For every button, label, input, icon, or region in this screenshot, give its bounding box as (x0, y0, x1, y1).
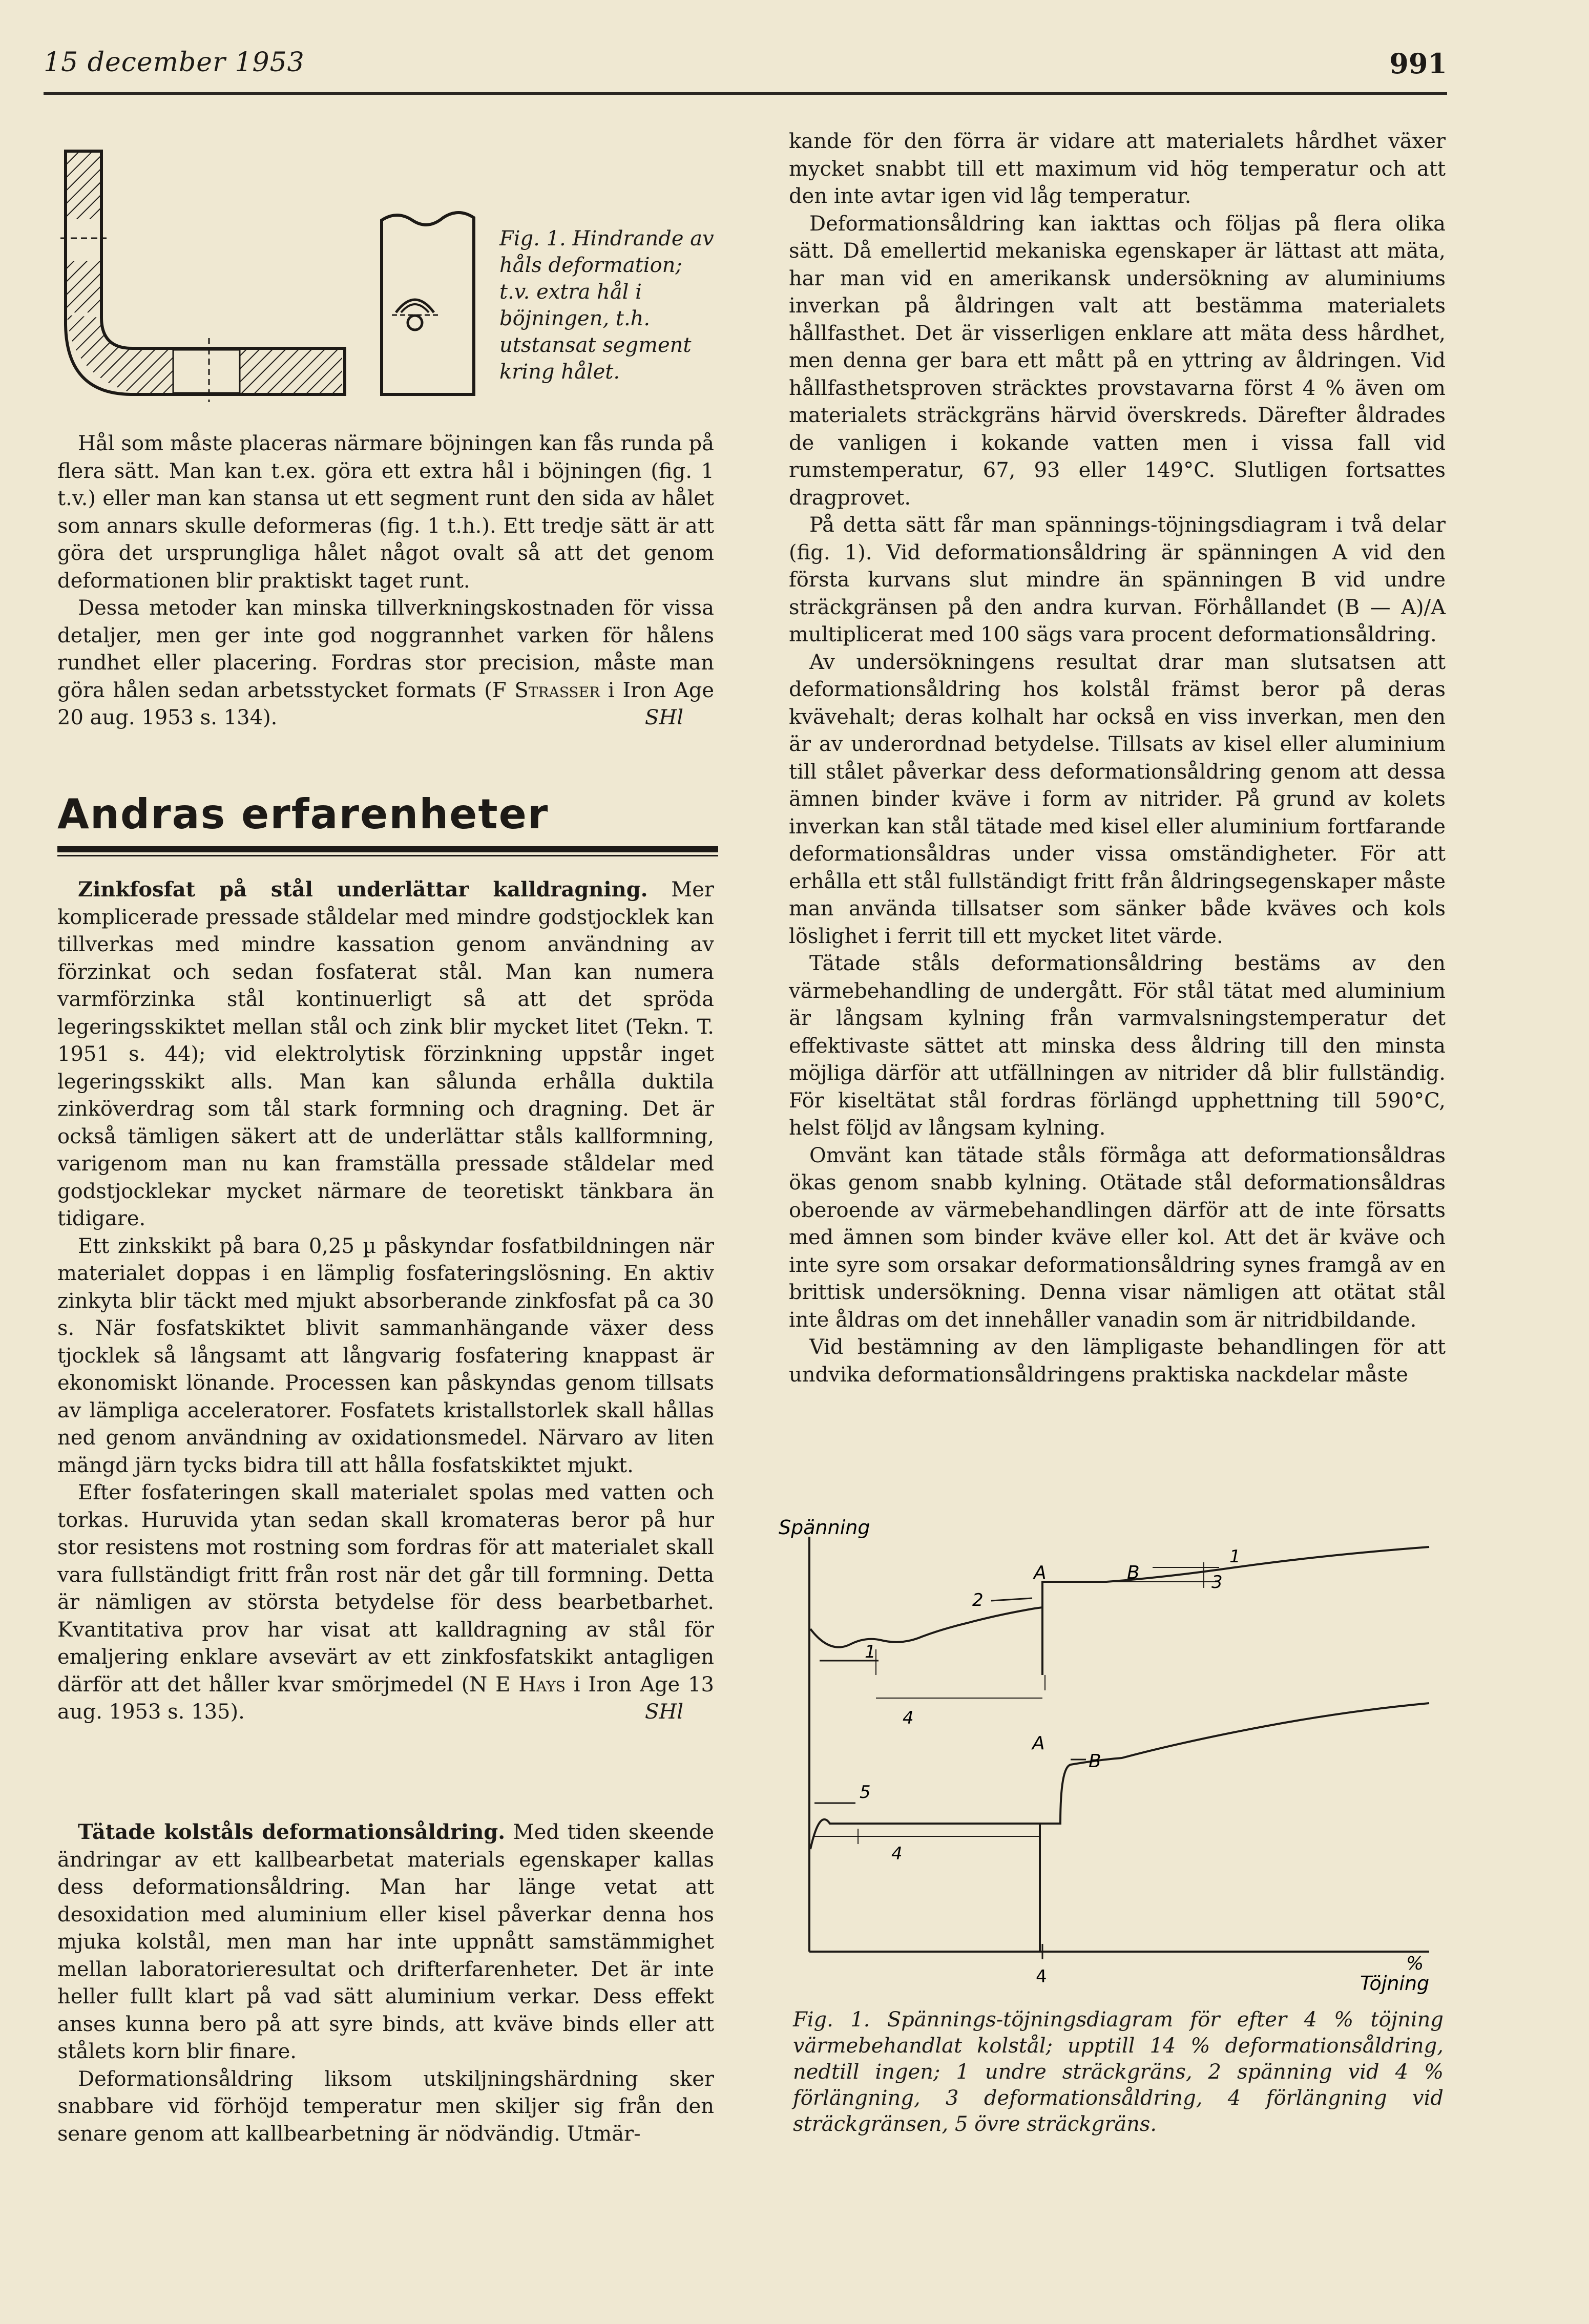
y-axis-label: Spänning (779, 1516, 870, 1539)
paragraph: Ett zinkskikt på bara 0,25 µ påskyndar fosfatbildningen när materialet doppas i en lämplig fosfateringslösning. En aktiv zinkyta blir täckt med mjukt absorberande zinkfosfat på ca 30 s. När fosfatskiktet blivit sammanhängande växer dess tjocklek så långsamt att långvarig fosfatering knappast är ekonomiskt lönande. Processen kan påskyndas genom tillsats av lämpliga acceleratorer. Fosfatets kristallstorlek skall hållas ned genom användning av oxidationsmedel. Närvaro av liten mängd järn tycks bidra till att hålla fosfatskiktet mjukt. (57, 1234, 714, 1477)
paragraph (57, 876, 714, 1233)
author-name: Hays (518, 1672, 566, 1697)
paragraph: kande för den förra är vidare att materialets hårdhet växer mycket snabbt till ett maximum vid hög temperatur och att den inte avtar igen vid låg temperatur. (789, 130, 1446, 208)
article-zinc-phosphate (57, 876, 714, 1726)
paragraph: Deformationsåldring kan iakttas och följas på flera olika sätt. Då emellertid mekaniska egenskaper är lättast att mäta, har man vid en amerikansk undersökning av aluminiums inverkan på åldringen valt att bestämma materialets hållfasthet. Det är visserligen enklare att mäta dess hårdhet, men denna ger bara ett mått på en yttring av åldringen. Vid hållfasthetsproven sträcktes provstavarna först 4 % även om materialets sträckgräns härvid överskreds. Därefter åldrades de vanligen i kokande vatten men i vissa fall vid rumstemperatur, 67, 93 eller 149°C. Slutligen fortsattes dragprovet. (789, 212, 1446, 510)
label-1-upper: 1 (1229, 1546, 1241, 1567)
punched-hole (408, 316, 422, 330)
running-head (44, 47, 1447, 88)
label-3: 3 (1211, 1572, 1223, 1593)
label-1: 1 (865, 1642, 876, 1662)
label-A-lower: A (1032, 1733, 1045, 1754)
left-column-top (57, 430, 714, 732)
article-heading: Zinkfosfat på stål underlättar kalldragning. (78, 877, 648, 902)
label-B-lower: B (1089, 1751, 1101, 1772)
paragraph (57, 1818, 714, 2066)
paragraph: Omvänt kan tätade ståls förmåga att deformationsåldras ökas genom snabb kylning. Otätade stål deformationsåldras oberoende av värmebehandlingen därför att de inte försatts med ämnen som binder kväve eller kol. Att det är kväve och inte syre som orsakar deformationsåldring synes framgå av en brittisk undersökning. Denna visar nämligen att otätat stål inte åldras om det innehåller vanadin som är nitridbildande. (789, 1143, 1446, 1332)
paragraph: Tätade ståls deformationsåldring bestäms av den värmebehandling de undergått. För stål tätat med aluminium är långsam kylning från varmvalsningstemperatur det effektivaste sättet att minska dess åldring till den minsta möjliga därför att utfällningen av nitrider då blir fullständig. För kiseltätat stål fordras förlängd upphettning till 590°C, helst följd av långsam kylning. (789, 952, 1446, 1140)
right-column (789, 128, 1446, 1389)
citation: i Iron Age 20 aug. 1953 s. 134). (57, 678, 715, 729)
paragraph-text: Dessa metoder kan minska tillverkningskostnaden för vissa detaljer, men ger inte god noggrannhet varken för hålens rundhet eller placering. Fordras stor precision, måste man göra hålen sedan arbetsstycket formats (F (57, 596, 714, 702)
plate-outline (382, 213, 474, 394)
figure-1-plate-drawing (377, 205, 479, 400)
stress-strain-diagram (773, 1506, 1450, 1998)
article-heading: Tätade kolståls deformationsåldring. (78, 1820, 506, 1844)
paragraph-text: Med tiden skeende ändringar av ett kallbearbetat materials egenskaper kallas dess deformationsåldring. Man har länge vetat att desoxidation med aluminium eller kisel påverkar denna hos mjuka kolstål, men man har inte uppnått samstämmighet mellan laboratorieresultat och drifterfarenheter. Det är inte heller fullt klart på vad sätt aluminium verkar. Dess effekt anses kunna bero på att syre binds, att kväve binds eller att stålets korn blir finare. (57, 1820, 715, 2063)
curve-lower-second (1040, 1703, 1429, 1952)
paragraph: På detta sätt får man spännings-töjningsdiagram i två delar (fig. 1). Vid deformationsåldring är spänningen A vid den första kurvans slut mindre än spänningen B vid undre sträckgränsen på den andra kurvan. Förhållandet (B — A)/A multiplicerat med 100 sägs vara procent deformationsåldring. (789, 513, 1446, 646)
x-axis-unit: % (1406, 1953, 1424, 1974)
section-rule-thin (57, 855, 718, 856)
figure-1-caption: Fig. 1. Hindrande av håls deformation; t.v. extra hål i böjningen, t.h. utstansat segment kring hålet. (499, 227, 714, 384)
x-tick-label: 4 (1036, 1966, 1047, 1987)
paragraph-text: Efter fosfateringen skall materialet spolas med vatten och torkas. Huruvida ytan sedan skall kromateras beror på hur stor resistens mot rostning som fordras för att materialet skall vara fullständigt fritt från rost när det går till formning. Detta är nämligen av största betydelse för dess bearbetbarhet. Kvantitativa prov har visat att kalldragning av stål för emaljering enklare avsevärt av ett zinkfosfatskikt antagligen därför att det håller kvar smörjmedel (N E (57, 1481, 714, 1697)
paragraph: Av undersökningens resultat drar man slutsatsen att deformationsåldring hos kolstål främst beror på deras kvävehalt; deras kolhalt har också en viss inverkan, men den är av underordnad betydelse. Tillsats av kisel eller aluminium till stålet påverkar dess deformationsåldring genom att dessa ämnen binder kväve i form av nitrider. På grund av kolets inverkan kan stål tätade med kisel eller aluminium fortfarande deformationsåldras under vissa omständigheter. För att erhålla ett stål fullständigt fritt från åldringsegenskaper måste man använda tillsatser som sänker både kväves och kols löslighet i ferrit till ett mycket litet värde. (789, 650, 1446, 948)
section-title: Andras erfarenheter (57, 790, 549, 838)
figure-1-drawing (55, 149, 352, 405)
label-A-upper: A (1034, 1562, 1047, 1583)
paragraph: Vid bestämning av den lämpligaste behandlingen för att undvika deformationsåldringens praktiska nackdelar måste (789, 1335, 1446, 1387)
label-5: 5 (860, 1782, 871, 1803)
paragraph (57, 1479, 714, 1726)
paragraph (57, 595, 714, 732)
paragraph-text: Mer komplicerade pressade ståldelar med mindre godstjocklek kan tillverkas med mindre kassation genom användning av förzinkat och sedan fosfaterat stål. Man kan numera varmförzinka stål kontinuerligt så att det spröda legeringsskiktet mellan stål och zink blir mycket litet (Tekn. T. 1951 s. 44); vid elektrolytisk förzinkning uppstår inget legeringsskikt alls. Man kan sålunda erhålla duktila zinköverdrag som tål stark formning och dragning. Det är också tämligen säkert att de underlättar ståls kallformning, varigenom man nu kan framställa pressade ståldelar med godstjocklekar mycket närmare de teoretiskt tänkbara än tidigare. (57, 878, 714, 1230)
header-rule (44, 92, 1447, 95)
article-deformation-aging (57, 1818, 714, 2148)
paragraph: Deformationsåldring liksom utskiljningshärdning sker snabbare vid förhöjd temperatur men skiljer sig från den senare genom att kallbearbetning är nödvändig. Utmär- (57, 2067, 714, 2146)
curve-upper-first (810, 1607, 1042, 1647)
curve-lower-first (810, 1819, 1040, 1849)
figure-2-caption: Fig. 1. Spännings-töjningsdiagram för efter 4 % töjning värmebehandlat kolstål; upptill 14 % deformationsåldring, nedtill ingen; 1 undre sträckgräns, 2 spänning vid 4 % förlängning, 3 deformationsåldring, 4 förlängning vid sträckgränsen, 5 övre sträckgräns. (793, 2008, 1444, 2136)
label-4b: 4 (891, 1844, 903, 1864)
signature: SHl (644, 1700, 683, 1724)
x-axis-label: Töjning (1360, 1972, 1430, 1995)
author-name: Strasser (514, 678, 600, 702)
signature: SHl (644, 706, 683, 729)
label-4a: 4 (903, 1708, 914, 1728)
paragraph: Hål som måste placeras närmare böjningen kan fås runda på flera sätt. Man kan t.ex. göra ett extra hål i böjningen (fig. 1 t.v.) eller man kan stansa ut ett segment runt den sida av hålet som annars skulle deformeras (fig. 1 t.h.). Ett tredje sätt är att göra det ursprungliga hålet något ovalt så att det genom deformationen blir praktiskt taget runt. (57, 432, 714, 593)
issue-date: 15 december 1953 (44, 47, 305, 78)
arrow-2 (991, 1598, 1032, 1601)
label-2: 2 (972, 1590, 984, 1610)
label-B-upper: B (1127, 1562, 1140, 1583)
page-number: 991 (1389, 47, 1447, 80)
section-rule (57, 846, 718, 852)
citation: i Iron Age 13 aug. 1953 s. 135). (57, 1672, 715, 1724)
section-header (57, 789, 718, 856)
